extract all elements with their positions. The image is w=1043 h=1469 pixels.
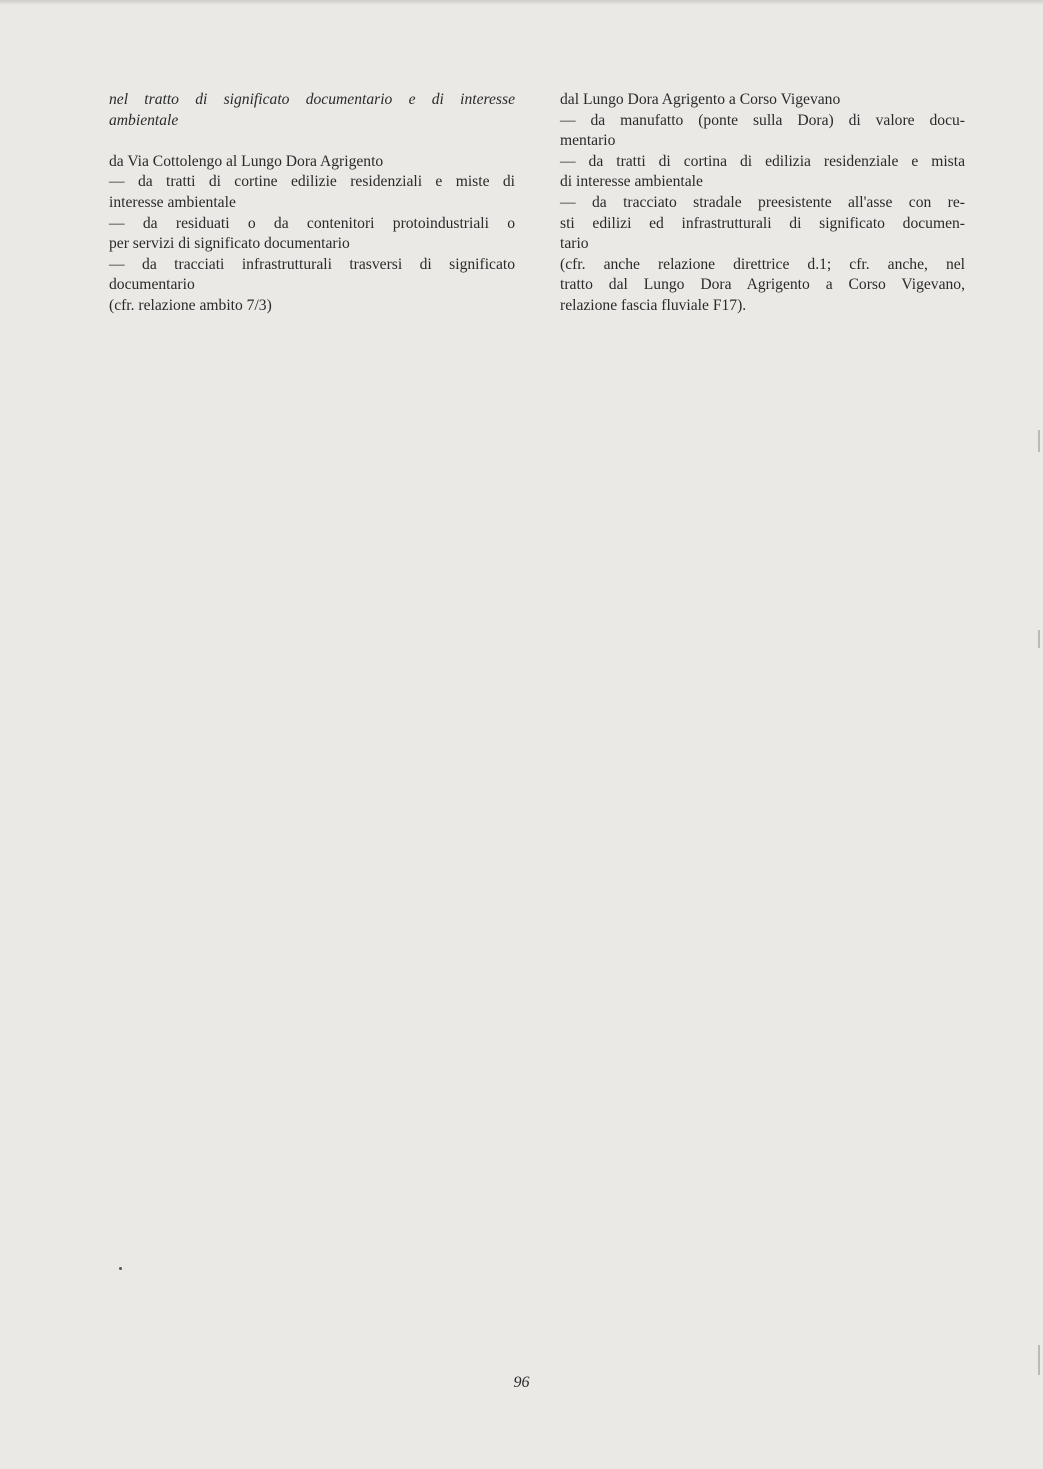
page-top-edge: [0, 0, 1043, 5]
text-line: — da residuati o da contenitori protoindustriali o: [109, 214, 515, 232]
edge-mark: [1038, 430, 1040, 452]
text-line: — da manufatto (ponte sulla Dora) di valore docu-: [560, 111, 965, 129]
left-column: [109, 90, 515, 317]
text-line: di interesse ambientale: [560, 173, 703, 191]
heading-line: nel tratto di significato documentario e di interesse: [109, 91, 515, 108]
edge-mark: [1038, 630, 1040, 648]
right-column: [560, 90, 965, 317]
text-line: — da tratti di cortine edilizie residenziali e miste di: [109, 173, 515, 191]
text-line: tratto dal Lungo Dora Agrigento a Corso Vigevano,: [560, 276, 965, 294]
page-number: 96: [513, 1374, 530, 1391]
text-line: (cfr. relazione ambito 7/3): [109, 296, 272, 314]
text-line: sti edilizi ed infrastrutturali di significato documen-: [560, 214, 965, 232]
left-paragraph: [109, 152, 515, 317]
text-line: dal Lungo Dora Agrigento a Corso Vigevano: [560, 91, 841, 108]
text-line: — da tratti di cortina di edilizia residenziale e mista: [560, 152, 965, 170]
section-heading: [109, 90, 515, 131]
text-line: (cfr. anche relazione direttrice d.1; cfr. anche, nel: [560, 255, 965, 273]
text-line: tario: [560, 235, 589, 253]
right-paragraph: [560, 90, 965, 317]
text-line: documentario: [109, 276, 195, 294]
text-line: mentario: [560, 132, 616, 150]
text-line: interesse ambientale: [109, 193, 236, 211]
text-line: per servizi di significato documentario: [109, 235, 350, 253]
text-line: — da tracciati infrastrutturali trasversi di significato: [109, 255, 515, 273]
edge-mark: [1038, 1345, 1040, 1375]
text-line: — da tracciato stradale preesistente all'asse con re-: [560, 193, 965, 211]
text-line: relazione fascia fluviale F17).: [560, 296, 747, 314]
heading-line: ambientale: [109, 111, 179, 129]
print-speck: [119, 1267, 122, 1270]
text-line: da Via Cottolengo al Lungo Dora Agrigento: [109, 152, 384, 170]
